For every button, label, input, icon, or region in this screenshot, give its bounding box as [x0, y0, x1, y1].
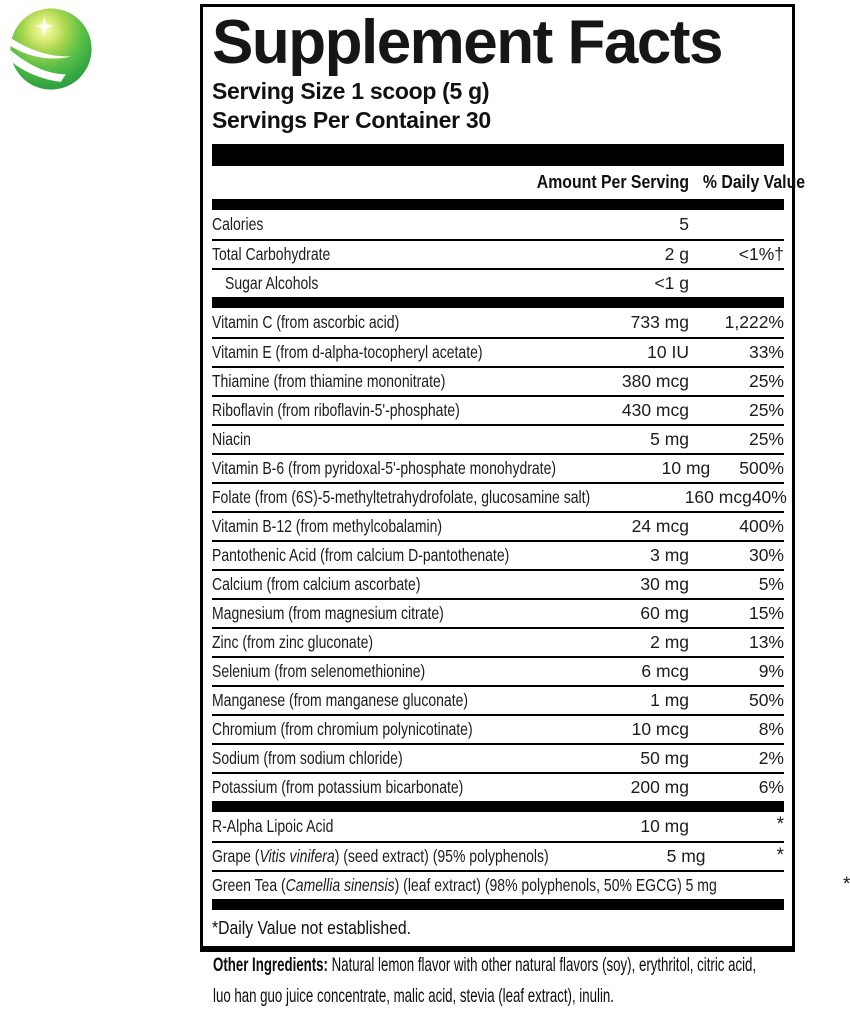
nutrient-row — [212, 841, 784, 870]
row-daily-value: * — [776, 845, 784, 866]
row-amount: 24 mcg — [631, 516, 689, 536]
nutrient-row — [212, 337, 784, 366]
row-amount: 2 mg — [650, 632, 689, 652]
nutrient-row — [212, 743, 784, 772]
row-name: Pantothenic Acid (from calcium D-pantothenate) — [212, 545, 510, 565]
section-divider-bar — [212, 199, 784, 210]
row-name: Calories — [212, 214, 264, 234]
row-name: Niacin — [212, 429, 251, 449]
section-divider-bar — [212, 297, 784, 308]
row-name: Green Tea (Camellia sinensis) (leaf extract) (98% polyphenols, 50% EGCG) 5 mg — [212, 875, 717, 895]
row-amount: 5 mg — [666, 846, 706, 866]
row-amount: 380 mcg — [621, 371, 689, 391]
row-amount: 3 mg — [650, 545, 689, 565]
row-amount: 10 mg — [640, 816, 689, 836]
row-daily-value: 25% — [748, 429, 784, 449]
row-amount: 10 mcg — [631, 719, 689, 739]
nutrient-rows — [212, 308, 787, 801]
row-daily-value: 1,222% — [724, 312, 784, 332]
green-sphere-swoosh-icon — [10, 8, 92, 90]
row-name: Vitamin B-6 (from pyridoxal-5'-phosphate monohydrate) — [212, 458, 557, 478]
row-name: Chromium (from chromium polynicotinate) — [212, 719, 473, 739]
row-daily-value: 15% — [748, 603, 784, 623]
row-daily-value: 13% — [748, 632, 784, 652]
row-daily-value: 30% — [748, 545, 784, 565]
nutrient-row — [212, 569, 784, 598]
nutrient-row — [212, 482, 787, 511]
row-name: Folate (from (6S)-5-methyltetrahydrofolate, glucosamine salt) — [212, 487, 591, 507]
section-divider-bar — [212, 899, 784, 910]
row-daily-value: 500% — [739, 458, 784, 478]
nutrient-row — [212, 511, 784, 540]
row-daily-value: * — [842, 874, 850, 895]
row-daily-value: 50% — [748, 690, 784, 710]
row-daily-value: 25% — [748, 371, 784, 391]
row-daily-value: 5% — [758, 574, 784, 594]
row-daily-value: 8% — [758, 719, 784, 739]
row-amount: 430 mcg — [621, 400, 689, 420]
amount-per-serving-header: Amount Per Serving — [536, 172, 689, 192]
serving-size: Serving Size 1 scoop (5 g) — [212, 78, 490, 104]
row-amount: 10 mg — [661, 458, 711, 478]
row-name: Manganese (from manganese gluconate) — [212, 690, 469, 710]
row-amount: 50 mg — [640, 748, 689, 768]
row-name: Magnesium (from magnesium citrate) — [212, 603, 444, 623]
nutrient-row — [212, 453, 784, 482]
nutrient-row — [212, 598, 784, 627]
botanical-rows — [212, 812, 850, 899]
row-amount-inline: 5 mg — [681, 875, 717, 895]
nutrient-row — [212, 308, 784, 337]
nutrient-row — [212, 540, 784, 569]
row-name: Vitamin C (from ascorbic acid) — [212, 312, 400, 332]
row-name: R-Alpha Lipoic Acid — [212, 816, 334, 836]
nutrient-row — [212, 627, 784, 656]
row-name: Vitamin E (from d-alpha-tocopheryl acetate) — [212, 342, 483, 362]
panel-title: Supplement Facts — [212, 8, 722, 77]
nutrient-row — [212, 685, 784, 714]
row-name: Vitamin B-12 (from methylcobalamin) — [212, 516, 443, 536]
row-name: Sugar Alcohols — [225, 273, 319, 293]
row-amount: 2 g — [664, 244, 689, 264]
row-amount: 160 mcg — [684, 487, 752, 507]
row-daily-value: <1%† — [738, 244, 784, 264]
row-daily-value: 33% — [748, 342, 784, 362]
row-name: Thiamine (from thiamine mononitrate) — [212, 371, 446, 391]
nutrient-row — [212, 714, 784, 743]
row-amount: 1 mg — [650, 690, 689, 710]
row-name: Total Carbohydrate — [212, 244, 331, 264]
section-divider-bar — [212, 801, 784, 812]
daily-value-footnote: *Daily Value not established. — [212, 917, 412, 938]
nutrient-row — [212, 268, 784, 297]
row-amount: 10 IU — [647, 342, 689, 362]
row-amount: 60 mg — [640, 603, 689, 623]
row-daily-value: 40% — [751, 487, 787, 507]
row-daily-value: 2% — [758, 748, 784, 768]
other-ingredients-text: Natural lemon flavor with other natural flavors (soy), erythritol, citric acid, luo han guo juice concentrate, malic acid, stevia (leaf extract), inulin. — [213, 954, 757, 1007]
column-headers — [212, 166, 806, 199]
nutrient-row — [212, 772, 784, 801]
nutrient-row — [212, 239, 784, 268]
macro-rows — [212, 210, 784, 297]
row-amount: 5 mg — [650, 429, 689, 449]
nutrient-row — [212, 870, 850, 899]
supplement-facts-panel — [200, 4, 850, 952]
nutrient-row — [212, 210, 784, 239]
servings-per-container: Servings Per Container 30 — [212, 107, 491, 133]
row-name: Zinc (from zinc gluconate) — [212, 632, 374, 652]
row-name: Selenium (from selenomethionine) — [212, 661, 426, 681]
nutrient-row — [212, 395, 784, 424]
row-daily-value: * — [776, 814, 784, 835]
row-name: Riboflavin (from riboflavin-5'-phosphate) — [212, 400, 460, 420]
nutrient-row — [212, 812, 784, 841]
row-name: Calcium (from calcium ascorbate) — [212, 574, 421, 594]
section-divider-bar — [212, 144, 784, 166]
nutrient-row — [212, 424, 784, 453]
row-daily-value: 25% — [748, 400, 784, 420]
nutrient-row — [212, 656, 784, 685]
row-amount: 733 mg — [630, 312, 689, 332]
other-ingredients — [213, 950, 771, 1012]
daily-value-header: % Daily Value — [702, 172, 806, 192]
row-amount: 5 — [679, 214, 689, 234]
nutrient-row — [212, 366, 784, 395]
row-daily-value: 400% — [739, 516, 784, 536]
row-name: Potassium (from potassium bicarbonate) — [212, 777, 464, 797]
row-amount: 30 mg — [640, 574, 689, 594]
brand-logo-icon — [10, 8, 92, 90]
row-amount: 6 mcg — [641, 661, 689, 681]
row-amount: <1 g — [654, 273, 689, 293]
row-daily-value: 9% — [758, 661, 784, 681]
row-name: Grape (Vitis vinifera) (seed extract) (95% polyphenols) — [212, 846, 549, 866]
row-name: Sodium (from sodium chloride) — [212, 748, 403, 768]
other-ingredients-label: Other Ingredients: — [213, 954, 328, 976]
row-daily-value: 6% — [758, 777, 784, 797]
row-amount: 200 mg — [630, 777, 689, 797]
